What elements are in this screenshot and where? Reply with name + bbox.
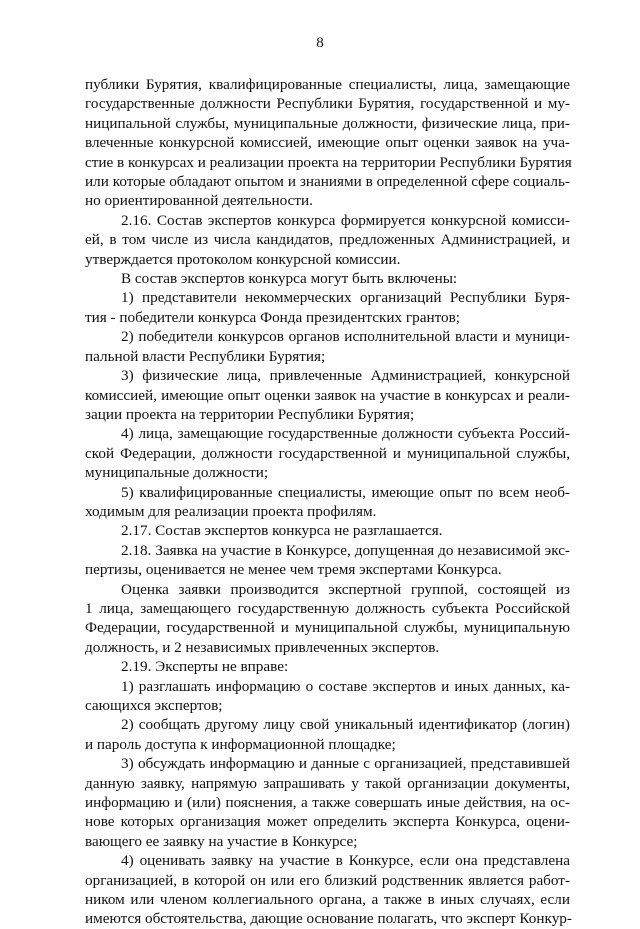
text-line: 2.17. Состав экспертов конкурса не разглашается. xyxy=(121,522,443,540)
text-line: должность, и 2 независимых привлеченных экспертов. xyxy=(85,638,440,656)
text-line: 1 лица, замещающего государственную должность субъекта Российской xyxy=(85,599,570,617)
text-line: 2) победители конкурсов органов исполнительной власти и муници- xyxy=(121,328,570,346)
text-line: 5) квалифицированные специалисты, имеющие опыт по всем необ- xyxy=(121,483,570,501)
text-line: ниципальной службы, муниципальные должности, физические лица, при- xyxy=(85,114,570,132)
text-line: 2.18. Заявка на участие в Конкурсе, допущенная до независимой экс- xyxy=(121,541,570,559)
text-line: 2) сообщать другому лицу свой уникальный идентификатор (логин) xyxy=(121,716,570,734)
text-line: комиссией, имеющие опыт оценки заявок на участие в конкурсах и реали- xyxy=(85,386,570,404)
text-line: В состав экспертов конкурса могут быть включены: xyxy=(121,270,458,288)
text-line: 1) разглашать информацию о составе экспертов и иных данных, ка- xyxy=(121,677,570,695)
text-line: ником или членом коллегиального органа, а также в иных случаях, если xyxy=(85,891,570,909)
text-line: Федерации, государственной и муниципальной службы, муниципальную xyxy=(85,619,570,637)
text-line: 3) физические лица, привлеченные Администрацией, конкурсной xyxy=(121,367,570,385)
text-line: влеченные конкурсной комиссией, имеющие опыт оценки заявок на уча- xyxy=(85,134,570,152)
text-line: Оценка заявки производится экспертной группой, состоящей из xyxy=(121,580,570,598)
page-number: 8 xyxy=(316,35,324,51)
text-line: 3) обсуждать информацию и данные с организацией, представившей xyxy=(121,755,570,773)
text-line: ской Федерации, должности государственной и муниципальной службы, xyxy=(85,444,570,462)
text-line: пертизы, оценивается не менее чем тремя экспертами Конкурса. xyxy=(85,561,502,579)
text-line: 2.16. Состав экспертов конкурса формируется конкурсной комисси- xyxy=(121,211,570,229)
text-line: организацией, в которой он или его близкий родственник является работ- xyxy=(85,871,570,889)
text-line: 1) представители некоммерческих организаций Республики Буря- xyxy=(121,289,570,307)
text-line: 4) оценивать заявку на участие в Конкурсе, если она представлена xyxy=(121,852,570,870)
text-line: но ориентированной деятельности. xyxy=(85,192,313,210)
text-line: тия - победители конкурса Фонда президентских грантов; xyxy=(85,308,460,326)
text-line: 4) лица, замещающие государственные должности субъекта Россий- xyxy=(121,425,570,443)
text-line: нове которых организация может определить эксперта Конкурса, оцени- xyxy=(85,813,570,831)
text-line: зации проекта на территории Республики Бурятия; xyxy=(85,405,415,423)
text-line: публики Бурятия, квалифицированные специалисты, лица, замещающие xyxy=(85,76,570,93)
text-line: государственные должности Республики Бурятия, государственной и му- xyxy=(85,95,570,113)
text-line: муниципальные должности; xyxy=(85,464,269,482)
text-line: 2.19. Эксперты не вправе: xyxy=(121,658,289,676)
text-line: ходимым для реализации проекта профилям. xyxy=(85,502,377,520)
text-line: утверждается протоколом конкурсной комиссии. xyxy=(85,250,401,268)
text-line: информацию и (или) пояснения, а также совершать иные действия, на ос- xyxy=(85,794,570,812)
text-line: имеются обстоятельства, дающие основание полагать, что эксперт Конкур- xyxy=(85,910,572,928)
body-text xyxy=(85,75,570,929)
text-line: и пароль доступа к информационной площадке; xyxy=(85,735,396,753)
text-line: данную заявку, напрямую запрашивать у такой организации документы, xyxy=(85,774,570,792)
text-line: вающего ее заявку на участие в Конкурсе; xyxy=(85,832,358,850)
text-line: ей, в том числе из числа кандидатов, предложенных Администрацией, и xyxy=(85,231,570,249)
text-line: стие в конкурсах и реализации проекта на территории Республики Бурятия xyxy=(85,153,572,171)
text-line: или которые обладают опытом и знаниями в определенной сфере социаль- xyxy=(85,173,570,191)
text-line: сающихся экспертов; xyxy=(85,697,223,714)
text-line: пальной власти Республики Бурятия; xyxy=(85,347,326,365)
